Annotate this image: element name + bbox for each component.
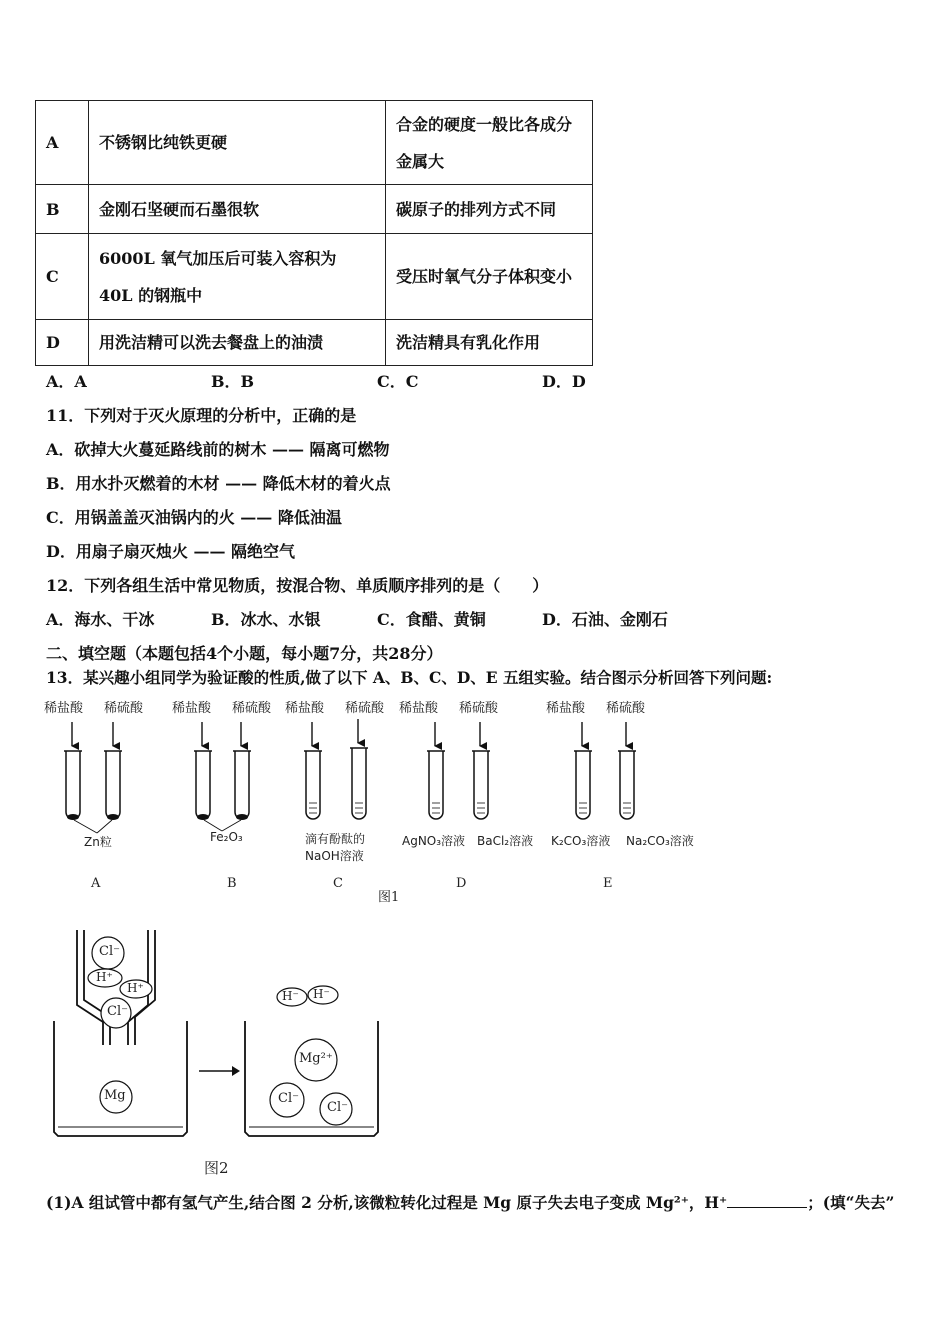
row-explanation: 碳原子的排列方式不同	[386, 185, 593, 234]
acid-label: 稀硫酸	[104, 701, 144, 716]
acid-label: 稀盐酸	[44, 701, 84, 716]
acid-label: 稀硫酸	[232, 701, 272, 716]
group-label: E	[603, 876, 613, 891]
acid-label: 稀盐酸	[285, 701, 325, 716]
acid-label: 稀硫酸	[459, 701, 499, 716]
row-explanation: 受压时氧气分子体积变小	[386, 234, 593, 320]
particle-cl: Cl⁻	[99, 944, 120, 959]
reagent-label: 滴有酚酞的	[305, 832, 366, 846]
particle-cl: Cl⁻	[107, 1004, 128, 1019]
row-phenomenon: 不锈钢比纯铁更硬	[89, 101, 386, 185]
reagent-label: BaCl₂溶液	[477, 834, 534, 848]
q10-option-c: C．C	[377, 372, 419, 391]
acid-label: 稀硫酸	[345, 701, 385, 716]
figure2-caption: 图2	[204, 1159, 229, 1177]
answer-blank[interactable]	[727, 1193, 807, 1208]
group-label: D	[456, 876, 467, 891]
row-key: B	[36, 185, 89, 234]
particle-h: H⁻	[313, 987, 330, 1001]
particle-mg2: Mg²⁺	[299, 1051, 333, 1066]
q13-part1-tail: ；(填“失去”	[807, 1193, 895, 1212]
row-key: A	[36, 101, 89, 185]
group-label: B	[227, 876, 237, 891]
q13-part1	[46, 1191, 894, 1213]
q10-option-b: B．B	[211, 372, 255, 391]
q11-stem: 11．下列对于灭火原理的分析中，正确的是	[46, 406, 357, 425]
reagent-label: Na₂CO₃溶液	[626, 834, 694, 848]
reagent-label: K₂CO₃溶液	[551, 834, 611, 848]
q11-option-c: C．用锅盖盖灭油锅内的火 —— 降低油温	[46, 508, 342, 527]
row-phenomenon: 用洗洁精可以洗去餐盘上的油渍	[89, 320, 386, 366]
row-key: D	[36, 320, 89, 366]
particle-cl: Cl⁻	[278, 1091, 299, 1106]
row-phenomenon: 金刚石坚硬而石墨很软	[89, 185, 386, 234]
q10-option-d: D．D	[542, 372, 586, 391]
q10-option-a: A．A	[46, 372, 87, 391]
acid-label: 稀盐酸	[399, 701, 439, 716]
particle-h: H⁺	[96, 970, 113, 984]
q11-option-d: D．用扇子扇灭烛火 —— 隔绝空气	[46, 542, 296, 561]
q12-option-d: D．石油、金刚石	[542, 610, 668, 629]
row-key: C	[36, 234, 89, 320]
q13-stem: 13．某兴趣小组同学为验证酸的性质,做了以下 A、B、C、D、E 五组实验。结合图示分析回答下列问题:	[46, 668, 773, 687]
acid-label: 稀盐酸	[546, 701, 586, 716]
particle-h: H⁻	[282, 989, 299, 1003]
reagent-label: NaOH溶液	[305, 849, 364, 863]
section-heading: 二、填空题（本题包括4个小题，每小题7分，共28分）	[46, 644, 443, 663]
row-phenomenon: 6000L 氧气加压后可装入容积为 40L 的钢瓶中	[89, 234, 386, 320]
reagent-label: Fe₂O₃	[210, 830, 243, 844]
q13-part1-text: (1)A 组试管中都有氢气产生,结合图 2 分析,该微粒转化过程是 Mg 原子失去电子变成 Mg²⁺，H⁺	[46, 1193, 728, 1212]
figure1-caption: 图1	[378, 890, 400, 905]
acid-label: 稀盐酸	[172, 701, 212, 716]
acid-label: 稀硫酸	[606, 701, 646, 716]
reagent-label: Zn粒	[84, 835, 112, 849]
q12-option-b: B．冰水、水银	[211, 610, 321, 629]
row-explanation: 洗洁精具有乳化作用	[386, 320, 593, 366]
row-explanation: 合金的硬度一般比各成分金属大	[386, 101, 593, 185]
particle-h: H⁺	[127, 981, 144, 995]
particle-cl: Cl⁻	[327, 1100, 348, 1115]
q11-option-a: A．砍掉大火蔓延路线前的树木 —— 隔离可燃物	[46, 440, 390, 459]
q12-stem: 12．下列各组生活中常见物质，按混合物、单质顺序排列的是（ ）	[46, 576, 549, 595]
reagent-label: AgNO₃溶液	[402, 834, 466, 848]
group-label: A	[91, 876, 101, 891]
group-label: C	[333, 876, 343, 891]
q12-option-a: A．海水、干冰	[46, 610, 155, 629]
q12-option-c: C．食醋、黄铜	[377, 610, 486, 629]
q11-option-b: B．用水扑灭燃着的木材 —— 降低木材的着火点	[46, 474, 391, 493]
particle-mg: Mg	[104, 1088, 126, 1103]
